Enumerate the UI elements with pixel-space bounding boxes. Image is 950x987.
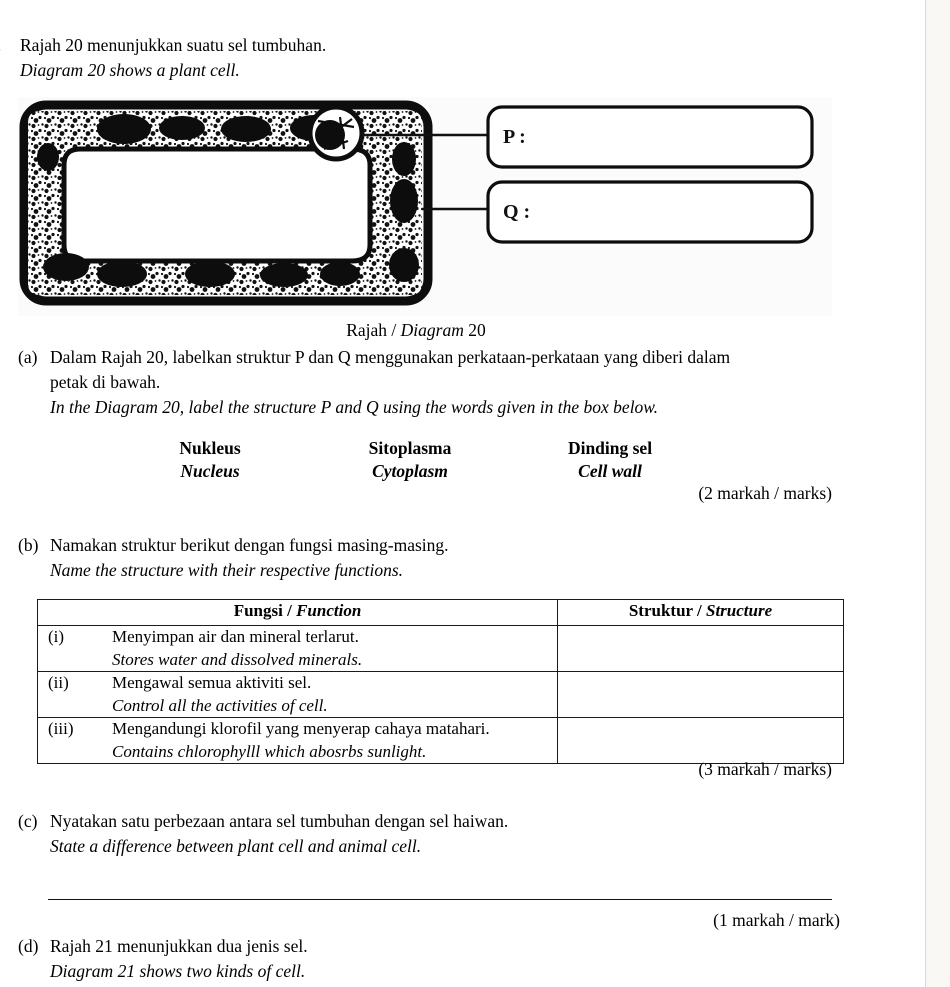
word-english: Cell wall bbox=[578, 461, 642, 481]
header-structure-malay: Struktur / bbox=[628, 601, 702, 620]
word-bank-item-nucleus bbox=[110, 437, 310, 483]
table-row bbox=[38, 718, 844, 764]
word-english: Nucleus bbox=[180, 461, 240, 481]
part-c-malay: Nyatakan satu perbezaan antara sel tumbuhan dengan sel haiwan. bbox=[50, 811, 509, 831]
row-roman-iii: (iii) bbox=[48, 719, 74, 738]
function-malay-ii: Mengawal semua aktiviti sel. bbox=[112, 673, 312, 692]
part-b-marks bbox=[682, 759, 832, 780]
function-english-i: Stores water and dissolved minerals. bbox=[112, 649, 363, 669]
intro-malay: Rajah 20 menunjukkan suatu sel tumbuhan. bbox=[20, 35, 327, 55]
label-box-p-frame bbox=[488, 107, 812, 167]
function-cell-iii bbox=[38, 718, 558, 764]
part-b-marker: (b) bbox=[18, 535, 39, 555]
word-bank bbox=[110, 437, 710, 483]
header-function bbox=[38, 600, 558, 626]
part-d-english: Diagram 21 shows two kinds of cell. bbox=[50, 961, 306, 981]
caption-number: 20 bbox=[468, 320, 486, 340]
label-q-text: Q : bbox=[503, 201, 531, 223]
part-a-marker: (a) bbox=[18, 347, 38, 367]
function-malay-iii: Mengandungi klorofil yang menyerap cahaya matahari. bbox=[112, 719, 490, 738]
table-row bbox=[38, 626, 844, 672]
page-gutter bbox=[927, 0, 950, 987]
marks-text-c: (1 markah / mark) bbox=[713, 910, 840, 930]
question-number bbox=[0, 33, 1, 58]
header-structure bbox=[558, 600, 844, 626]
part-d-malay: Rajah 21 menunjukkan dua jenis sel. bbox=[50, 936, 308, 956]
function-cell-ii bbox=[38, 672, 558, 718]
structure-answer-cell-iii[interactable] bbox=[558, 718, 844, 764]
function-malay-i: Menyimpan air dan mineral terlarut. bbox=[112, 627, 359, 646]
row-roman-i: (i) bbox=[48, 627, 65, 646]
part-d-marker: (d) bbox=[18, 936, 39, 956]
part-c-marks bbox=[690, 910, 840, 931]
diagram-caption bbox=[0, 320, 832, 341]
function-cell-i bbox=[38, 626, 558, 672]
word-malay: Dinding sel bbox=[567, 438, 653, 458]
table-row bbox=[38, 672, 844, 718]
plant-cell-diagram bbox=[18, 97, 832, 316]
caption-malay: Rajah / bbox=[346, 320, 397, 340]
part-c-answer-line[interactable] bbox=[48, 899, 832, 900]
header-structure-english: Structure bbox=[706, 601, 773, 620]
header-function-english: Function bbox=[296, 601, 362, 620]
word-bank-item-cytoplasm bbox=[310, 437, 510, 483]
function-english-iii: Contains chlorophylll which abosrbs sunlight. bbox=[112, 741, 427, 761]
part-a-marks bbox=[682, 483, 832, 504]
function-structure-table bbox=[37, 599, 844, 764]
structure-answer-cell-ii[interactable] bbox=[558, 672, 844, 718]
structure-answer-cell-i[interactable] bbox=[558, 626, 844, 672]
part-a-malay-line1: Dalam Rajah 20, labelkan struktur P dan Q menggunakan perkataan-perkataan yang diberi dalam bbox=[50, 347, 731, 367]
label-p-text: P : bbox=[503, 126, 526, 148]
table-header-row bbox=[38, 600, 844, 626]
label-box-q-frame bbox=[488, 182, 812, 242]
part-a-english: In the Diagram 20, label the structure P and Q using the words given in the box below. bbox=[50, 397, 659, 417]
caption-english: Diagram bbox=[400, 320, 464, 340]
marks-text-a: (2 markah / marks) bbox=[698, 483, 832, 503]
function-english-ii: Control all the activities of cell. bbox=[112, 695, 328, 715]
part-c-english: State a difference between plant cell and animal cell. bbox=[50, 836, 422, 856]
intro-english: Diagram 20 shows a plant cell. bbox=[20, 60, 240, 80]
word-english: Cytoplasm bbox=[372, 461, 448, 481]
header-function-malay: Fungsi / bbox=[233, 601, 292, 620]
part-b-malay: Namakan struktur berikut dengan fungsi masing-masing. bbox=[50, 535, 449, 555]
word-malay: Nukleus bbox=[179, 438, 241, 458]
word-malay: Sitoplasma bbox=[368, 438, 452, 458]
word-bank-item-cell-wall bbox=[510, 437, 710, 483]
marks-text-b: (3 markah / marks) bbox=[698, 759, 832, 779]
part-b-english: Name the structure with their respective functions. bbox=[50, 560, 404, 580]
part-a-malay-line2: petak di bawah. bbox=[50, 372, 161, 392]
plant-cell-illustration bbox=[18, 97, 832, 316]
row-roman-ii: (ii) bbox=[48, 673, 69, 692]
part-c-marker: (c) bbox=[18, 811, 38, 831]
